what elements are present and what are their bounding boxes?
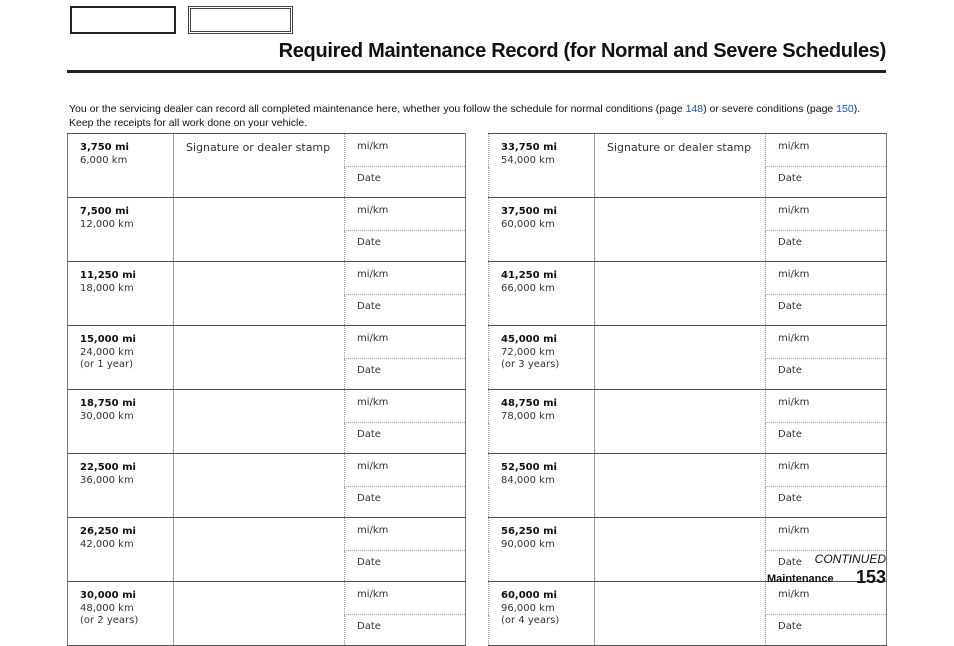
mileage-miles: 45,000 mi [501,334,557,345]
mikm-cell[interactable]: mi/km [766,454,887,487]
continued-label: CONTINUED [814,552,886,566]
date-cell[interactable]: Date [766,551,887,582]
mileage-miles: 15,000 mi [80,334,136,345]
date-cell[interactable]: Date [766,487,887,518]
mileage-miles: 18,750 mi [80,398,136,409]
date-cell[interactable]: Date [766,167,887,198]
mileage-miles: 37,500 mi [501,206,557,217]
mikm-cell[interactable]: mi/km [766,582,887,615]
signature-cell[interactable] [595,454,766,518]
mileage-km: 60,000 km [501,218,555,230]
record-row [489,134,887,167]
page-link-150[interactable]: 150 [836,103,854,115]
mileage-miles: 3,750 mi [80,142,129,153]
mileage-cell [489,198,595,262]
record-row [489,518,887,551]
signature-cell[interactable] [174,454,345,518]
signature-cell[interactable]: Signature or dealer stamp [174,134,345,198]
record-row [68,198,466,231]
record-row [489,262,887,295]
title-divider [67,70,886,73]
mileage-km: 96,000 km [501,602,555,614]
date-cell[interactable]: Date [766,359,887,390]
page-number: 153 [856,567,887,587]
date-cell[interactable]: Date [766,423,887,454]
mileage-cell [68,134,174,198]
mileage-years: (or 3 years) [501,359,560,370]
date-cell[interactable]: Date [766,295,887,326]
record-row [489,582,887,615]
intro-text: ) or severe conditions (page [703,103,837,115]
intro-text: ). Keep the receipts for all work done on your vehicle. [69,103,861,129]
mileage-km: 6,000 km [80,154,128,166]
signature-cell[interactable] [174,326,345,390]
mileage-cell [68,262,174,326]
mileage-km: 36,000 km [80,474,134,486]
mileage-km: 24,000 km [80,346,134,358]
date-cell[interactable]: Date [766,231,887,262]
mileage-miles: 60,000 mi [501,590,557,601]
mileage-cell [489,326,595,390]
date-cell[interactable]: Date [345,359,466,390]
signature-cell[interactable] [595,198,766,262]
mileage-cell [68,390,174,454]
mileage-miles: 33,750 mi [501,142,557,153]
date-cell[interactable]: Date [766,615,887,646]
mikm-cell[interactable]: mi/km [345,390,466,423]
record-row [68,134,466,167]
date-cell[interactable]: Date [345,423,466,454]
mileage-miles: 52,500 mi [501,462,557,473]
mileage-miles: 41,250 mi [501,270,557,281]
mileage-cell [489,518,595,582]
mileage-miles: 7,500 mi [80,206,129,217]
mikm-cell[interactable]: mi/km [766,518,887,551]
signature-cell[interactable]: Signature or dealer stamp [595,134,766,198]
signature-cell[interactable] [595,262,766,326]
mileage-cell [68,518,174,582]
mileage-cell [68,326,174,390]
date-cell[interactable]: Date [345,615,466,646]
mileage-cell [68,454,174,518]
record-row [68,326,466,359]
mileage-km: 30,000 km [80,410,134,422]
mileage-miles: 22,500 mi [80,462,136,473]
mileage-km: 72,000 km [501,346,555,358]
record-row [68,262,466,295]
mikm-cell[interactable]: mi/km [345,582,466,615]
mileage-km: 12,000 km [80,218,134,230]
record-row [68,582,466,615]
intro-paragraph [69,103,884,130]
mileage-years: (or 4 years) [501,615,560,626]
mileage-km: 18,000 km [80,282,134,294]
signature-cell[interactable] [595,390,766,454]
mileage-miles: 48,750 mi [501,398,557,409]
mileage-km: 48,000 km [80,602,134,614]
mileage-miles: 30,000 mi [80,590,136,601]
mileage-cell [489,134,595,198]
mileage-years: (or 1 year) [80,359,134,370]
maintenance-record-table-left [67,133,466,646]
section-label: Maintenance [767,573,834,585]
mileage-km: 84,000 km [501,474,555,486]
mileage-km: 66,000 km [501,282,555,294]
signature-cell[interactable] [174,518,345,582]
maintenance-record-table-right [488,133,887,646]
signature-cell[interactable] [174,198,345,262]
mikm-cell[interactable]: mi/km [766,134,887,167]
date-cell[interactable]: Date [345,167,466,198]
record-row [68,454,466,487]
mikm-cell[interactable]: mi/km [345,198,466,231]
record-row [489,198,887,231]
mileage-cell [68,198,174,262]
mileage-miles: 11,250 mi [80,270,136,281]
page-link-148[interactable]: 148 [685,103,704,115]
mikm-cell[interactable]: mi/km [345,326,466,359]
mikm-cell[interactable]: mi/km [345,518,466,551]
record-row [68,390,466,423]
mileage-km: 78,000 km [501,410,555,422]
record-row [68,518,466,551]
mileage-cell [489,390,595,454]
mileage-km: 90,000 km [501,538,555,550]
record-row [489,326,887,359]
mikm-cell[interactable]: mi/km [766,326,887,359]
record-row [489,454,887,487]
mileage-miles: 56,250 mi [501,526,557,537]
date-cell[interactable]: Date [345,231,466,262]
mikm-cell[interactable]: mi/km [766,390,887,423]
mileage-cell [489,262,595,326]
mikm-cell[interactable]: mi/km [766,198,887,231]
date-cell[interactable]: Date [345,551,466,582]
date-cell[interactable]: Date [345,295,466,326]
date-cell[interactable]: Date [345,487,466,518]
mileage-years: (or 2 years) [80,615,139,626]
signature-cell[interactable] [174,390,345,454]
mikm-cell[interactable]: mi/km [345,262,466,295]
mileage-cell [489,454,595,518]
page-title: Required Maintenance Record (for Normal and Severe Schedules) [278,40,886,62]
signature-cell[interactable] [174,262,345,326]
mikm-cell[interactable]: mi/km [766,262,887,295]
record-row [489,390,887,423]
mikm-cell[interactable]: mi/km [345,454,466,487]
intro-text: You or the servicing dealer can record all completed maintenance here, whether you follow the schedule for normal conditions (page [69,103,686,115]
mileage-km: 42,000 km [80,538,134,550]
signature-cell[interactable] [595,326,766,390]
mileage-km: 54,000 km [501,154,555,166]
nav-next-button[interactable] [188,6,293,34]
mikm-cell[interactable]: mi/km [345,134,466,167]
nav-previous-button[interactable] [70,6,176,34]
signature-cell[interactable] [595,518,766,582]
mileage-miles: 26,250 mi [80,526,136,537]
